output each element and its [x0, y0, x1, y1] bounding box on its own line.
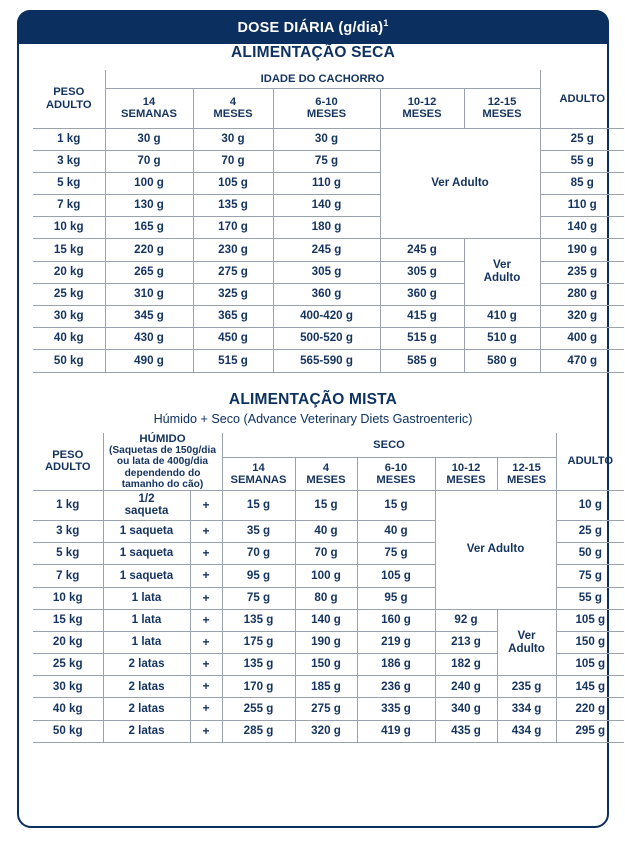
- cell-14-semanas: 130 g: [105, 195, 193, 217]
- cell-10-12-meses: 360 g: [380, 283, 464, 305]
- cell-14-semanas: 75 g: [222, 587, 295, 609]
- age-col-line2: MESES: [506, 474, 547, 487]
- cell-adult: 25 g: [540, 128, 624, 150]
- cell-plus-symbol: +: [190, 587, 222, 609]
- age-col-line1: 4: [322, 461, 330, 474]
- cell-10-12-meses: 213 g: [435, 631, 497, 653]
- cell-6-10-meses: 180 g: [273, 217, 380, 239]
- cell-weight: 40 kg: [33, 698, 103, 720]
- header-age-12-15-meses: [464, 88, 540, 128]
- cell-plus-symbol: +: [190, 609, 222, 631]
- cell-6-10-meses: 565-590 g: [273, 350, 380, 372]
- age-col-line1: 4: [229, 95, 237, 108]
- age-col-line1: 14: [252, 461, 265, 474]
- page-title-superscript: 1: [383, 18, 389, 29]
- age-col-line2: SEMANAS: [230, 474, 287, 487]
- cell-6-10-meses: 105 g: [357, 565, 435, 587]
- header-age-6-10-meses: [273, 88, 380, 128]
- cell-humid: [103, 490, 190, 520]
- header-age-6-10-meses: [357, 458, 435, 491]
- table-row: [33, 328, 624, 350]
- cell-weight: 3 kg: [33, 150, 105, 172]
- cell-6-10-meses: 40 g: [357, 520, 435, 542]
- cell-humid: 1 saqueta: [103, 520, 190, 542]
- cell-12-15-meses: 410 g: [464, 306, 540, 328]
- header-weight-adult: [33, 70, 105, 128]
- cell-weight: 50 kg: [33, 350, 105, 372]
- dry-feeding-table: [33, 70, 624, 373]
- cell-10-12-meses: 92 g: [435, 609, 497, 631]
- cell-4-meses: 100 g: [295, 565, 357, 587]
- cell-see-adult-merged: [497, 609, 556, 676]
- cell-weight: 5 kg: [33, 172, 105, 194]
- cell-adult: 280 g: [540, 283, 624, 305]
- age-col-line1: 10-12: [451, 461, 481, 474]
- cell-weight: 5 kg: [33, 543, 103, 565]
- cell-14-semanas: 265 g: [105, 261, 193, 283]
- cell-humid: 2 latas: [103, 698, 190, 720]
- table-row: [33, 676, 624, 698]
- cell-weight: 20 kg: [33, 261, 105, 283]
- cell-6-10-meses: 419 g: [357, 720, 435, 742]
- header-age-14-semanas: [105, 88, 193, 128]
- table-row: [33, 698, 624, 720]
- cell-4-meses: 190 g: [295, 631, 357, 653]
- age-col-line2: MESES: [376, 474, 416, 487]
- page-title-text: DOSE DIÁRIA (g/dia): [237, 19, 384, 36]
- age-col-line1: 12-15: [512, 461, 541, 474]
- cell-6-10-meses: 360 g: [273, 283, 380, 305]
- cell-weight: 15 kg: [33, 239, 105, 261]
- section2-title: ALIMENTAÇÃO MISTA: [228, 390, 398, 408]
- cell-plus-symbol: +: [190, 720, 222, 742]
- cell-weight: 7 kg: [33, 195, 105, 217]
- cell-14-semanas: 285 g: [222, 720, 295, 742]
- cell-4-meses: 30 g: [193, 128, 273, 150]
- cell-14-semanas: 35 g: [222, 520, 295, 542]
- table1-group-header-row: [33, 70, 624, 88]
- cell-humid: 2 latas: [103, 676, 190, 698]
- cell-adult: 75 g: [556, 565, 624, 587]
- cell-14-semanas: 220 g: [105, 239, 193, 261]
- cell-weight: 10 kg: [33, 217, 105, 239]
- cell-10-12-meses: 340 g: [435, 698, 497, 720]
- see-adult-line2: Adulto: [508, 641, 545, 655]
- header-weight-line2: ADULTO: [45, 98, 92, 111]
- header-dry-group: SECO: [222, 433, 556, 458]
- cell-humid: 1 lata: [103, 587, 190, 609]
- cell-4-meses: 185 g: [295, 676, 357, 698]
- cell-12-15-meses: 580 g: [464, 350, 540, 372]
- cell-14-semanas: 310 g: [105, 283, 193, 305]
- cell-4-meses: 135 g: [193, 195, 273, 217]
- cell-humid: 1 lata: [103, 631, 190, 653]
- cell-weight: 25 kg: [33, 283, 105, 305]
- content-area: [19, 44, 614, 743]
- cell-6-10-meses: 160 g: [357, 609, 435, 631]
- cell-14-semanas: 175 g: [222, 631, 295, 653]
- table-row: [33, 239, 624, 261]
- table-row: [33, 350, 624, 372]
- header-humid-detail: (Saquetas de 150g/dia ou lata de 400g/dia dependendo do tamanho do cão): [108, 445, 216, 490]
- cell-humid: 2 latas: [103, 654, 190, 676]
- see-adult-line2: Adulto: [483, 271, 521, 285]
- see-adult-line1: Ver: [492, 258, 512, 272]
- cell-adult: 220 g: [556, 698, 624, 720]
- header-age-10-12-meses: [380, 88, 464, 128]
- cell-14-semanas: 165 g: [105, 217, 193, 239]
- cell-6-10-meses: 186 g: [357, 654, 435, 676]
- cell-weight: 10 kg: [33, 587, 103, 609]
- age-col-line1: 10-12: [407, 95, 437, 108]
- cell-4-meses: 80 g: [295, 587, 357, 609]
- cell-4-meses: 515 g: [193, 350, 273, 372]
- cell-adult: 55 g: [540, 150, 624, 172]
- cell-humid-line1: 1/2: [138, 491, 155, 505]
- header-age-4-meses: [193, 88, 273, 128]
- cell-10-12-meses: 435 g: [435, 720, 497, 742]
- cell-6-10-meses: 15 g: [357, 490, 435, 520]
- table-row: [33, 490, 624, 520]
- age-col-line2: MESES: [306, 474, 346, 487]
- table2-group-header-row: [33, 433, 624, 458]
- cell-adult: 150 g: [556, 631, 624, 653]
- age-col-line1: 12-15: [487, 95, 517, 108]
- cell-humid: 2 latas: [103, 720, 190, 742]
- header-age-4-meses: [295, 458, 357, 491]
- cell-plus-symbol: +: [190, 490, 222, 520]
- cell-10-12-meses: 585 g: [380, 350, 464, 372]
- cell-weight: 15 kg: [33, 609, 103, 631]
- cell-14-semanas: 70 g: [105, 150, 193, 172]
- cell-4-meses: 450 g: [193, 328, 273, 350]
- header-weight-line1: PESO: [52, 448, 84, 461]
- cell-6-10-meses: 500-520 g: [273, 328, 380, 350]
- header-puppy-age-group: IDADE DO CACHORRO: [105, 70, 540, 88]
- cell-12-15-meses: 510 g: [464, 328, 540, 350]
- cell-adult: 190 g: [540, 239, 624, 261]
- cell-weight: 30 kg: [33, 306, 105, 328]
- cell-plus-symbol: +: [190, 520, 222, 542]
- cell-6-10-meses: 400-420 g: [273, 306, 380, 328]
- cell-weight: 1 kg: [33, 128, 105, 150]
- cell-adult: 55 g: [556, 587, 624, 609]
- cell-4-meses: 325 g: [193, 283, 273, 305]
- cell-adult: 235 g: [540, 261, 624, 283]
- cell-4-meses: 170 g: [193, 217, 273, 239]
- cell-6-10-meses: 75 g: [273, 150, 380, 172]
- cell-6-10-meses: 219 g: [357, 631, 435, 653]
- cell-14-semanas: 95 g: [222, 565, 295, 587]
- header-humid-column: [103, 433, 222, 491]
- cell-4-meses: 275 g: [193, 261, 273, 283]
- cell-12-15-meses: 334 g: [497, 698, 556, 720]
- cell-14-semanas: 70 g: [222, 543, 295, 565]
- header-weight-line1: PESO: [53, 86, 85, 99]
- cell-see-adult-merged: Ver Adulto: [435, 490, 556, 609]
- cell-adult: 25 g: [556, 520, 624, 542]
- cell-weight: 20 kg: [33, 631, 103, 653]
- header-age-12-15-meses: [497, 458, 556, 491]
- age-col-line2: MESES: [402, 108, 442, 120]
- cell-12-15-meses: 235 g: [497, 676, 556, 698]
- table-row: [33, 306, 624, 328]
- age-col-line1: 14: [142, 95, 156, 108]
- cell-14-semanas: 490 g: [105, 350, 193, 372]
- cell-6-10-meses: 335 g: [357, 698, 435, 720]
- cell-6-10-meses: 110 g: [273, 172, 380, 194]
- section2-subtitle: Húmido + Seco (Advance Veterinary Diets Gastroenteric): [153, 411, 473, 426]
- cell-4-meses: 230 g: [193, 239, 273, 261]
- cell-weight: 1 kg: [33, 490, 103, 520]
- cell-6-10-meses: 245 g: [273, 239, 380, 261]
- cell-6-10-meses: 140 g: [273, 195, 380, 217]
- age-col-line2: MESES: [213, 108, 253, 120]
- cell-10-12-meses: 305 g: [380, 261, 464, 283]
- header-weight-adult: [33, 433, 103, 491]
- see-adult-line1: Ver: [517, 628, 536, 642]
- age-col-line2: MESES: [482, 108, 522, 120]
- header-age-14-semanas: [222, 458, 295, 491]
- header-weight-line2: ADULTO: [44, 461, 91, 474]
- cell-weight: 40 kg: [33, 328, 105, 350]
- cell-4-meses: 40 g: [295, 520, 357, 542]
- header-adult-column: ADULTO: [556, 433, 624, 491]
- cell-4-meses: 150 g: [295, 654, 357, 676]
- cell-adult: 320 g: [540, 306, 624, 328]
- cell-4-meses: 320 g: [295, 720, 357, 742]
- cell-14-semanas: 30 g: [105, 128, 193, 150]
- cell-6-10-meses: 236 g: [357, 676, 435, 698]
- cell-14-semanas: 135 g: [222, 609, 295, 631]
- cell-humid: 1 saqueta: [103, 543, 190, 565]
- cell-10-12-meses: 240 g: [435, 676, 497, 698]
- section2-wrapper: [33, 390, 614, 743]
- age-col-line1: 6-10: [315, 95, 338, 108]
- cell-adult: 295 g: [556, 720, 624, 742]
- cell-adult: 145 g: [556, 676, 624, 698]
- cell-plus-symbol: +: [190, 631, 222, 653]
- cell-14-semanas: 135 g: [222, 654, 295, 676]
- age-col-line2: MESES: [306, 108, 347, 120]
- cell-14-semanas: 100 g: [105, 172, 193, 194]
- header-adult-column: ADULTO: [540, 70, 624, 128]
- header-humid-title: HÚMIDO: [139, 432, 186, 445]
- cell-humid-line2: saqueta: [124, 504, 169, 518]
- cell-adult: 140 g: [540, 217, 624, 239]
- cell-adult: 470 g: [540, 350, 624, 372]
- cell-4-meses: 105 g: [193, 172, 273, 194]
- cell-10-12-meses: 515 g: [380, 328, 464, 350]
- cell-plus-symbol: +: [190, 698, 222, 720]
- cell-4-meses: 275 g: [295, 698, 357, 720]
- cell-10-12-meses: 182 g: [435, 654, 497, 676]
- cell-4-meses: 70 g: [295, 543, 357, 565]
- cell-humid: 1 saqueta: [103, 565, 190, 587]
- table-row: [33, 720, 624, 742]
- cell-14-semanas: 255 g: [222, 698, 295, 720]
- table-row: [33, 609, 624, 631]
- cell-6-10-meses: 30 g: [273, 128, 380, 150]
- cell-14-semanas: 15 g: [222, 490, 295, 520]
- cell-weight: 25 kg: [33, 654, 103, 676]
- header-age-10-12-meses: [435, 458, 497, 491]
- cell-10-12-meses: 245 g: [380, 239, 464, 261]
- cell-adult: 10 g: [556, 490, 624, 520]
- cell-14-semanas: 430 g: [105, 328, 193, 350]
- cell-weight: 3 kg: [33, 520, 103, 542]
- cell-14-semanas: 345 g: [105, 306, 193, 328]
- cell-adult: 400 g: [540, 328, 624, 350]
- cell-plus-symbol: +: [190, 654, 222, 676]
- table1-column-header-row: [33, 88, 624, 128]
- cell-6-10-meses: 95 g: [357, 587, 435, 609]
- page-title-band: [17, 10, 609, 44]
- cell-adult: 105 g: [556, 609, 624, 631]
- cell-plus-symbol: +: [190, 676, 222, 698]
- cell-weight: 7 kg: [33, 565, 103, 587]
- cell-see-adult-merged: [464, 239, 540, 306]
- cell-4-meses: 140 g: [295, 609, 357, 631]
- cell-adult: 105 g: [556, 654, 624, 676]
- cell-14-semanas: 170 g: [222, 676, 295, 698]
- table-row: [33, 128, 624, 150]
- section1-title: ALIMENTAÇÃO SECA: [231, 44, 395, 61]
- cell-weight: 50 kg: [33, 720, 103, 742]
- cell-4-meses: 15 g: [295, 490, 357, 520]
- cell-see-adult-merged: Ver Adulto: [380, 128, 540, 239]
- cell-adult: 110 g: [540, 195, 624, 217]
- age-col-line2: MESES: [446, 474, 486, 487]
- cell-6-10-meses: 305 g: [273, 261, 380, 283]
- cell-adult: 50 g: [556, 543, 624, 565]
- cell-adult: 85 g: [540, 172, 624, 194]
- cell-4-meses: 70 g: [193, 150, 273, 172]
- cell-plus-symbol: +: [190, 543, 222, 565]
- cell-plus-symbol: +: [190, 565, 222, 587]
- age-col-line1: 6-10: [384, 461, 408, 474]
- age-col-line2: SEMANAS: [121, 108, 177, 120]
- cell-12-15-meses: 434 g: [497, 720, 556, 742]
- cell-humid: 1 lata: [103, 609, 190, 631]
- cell-10-12-meses: 415 g: [380, 306, 464, 328]
- page-title: [237, 18, 388, 36]
- mixed-feeding-table: [33, 433, 624, 743]
- cell-6-10-meses: 75 g: [357, 543, 435, 565]
- cell-weight: 30 kg: [33, 676, 103, 698]
- cell-4-meses: 365 g: [193, 306, 273, 328]
